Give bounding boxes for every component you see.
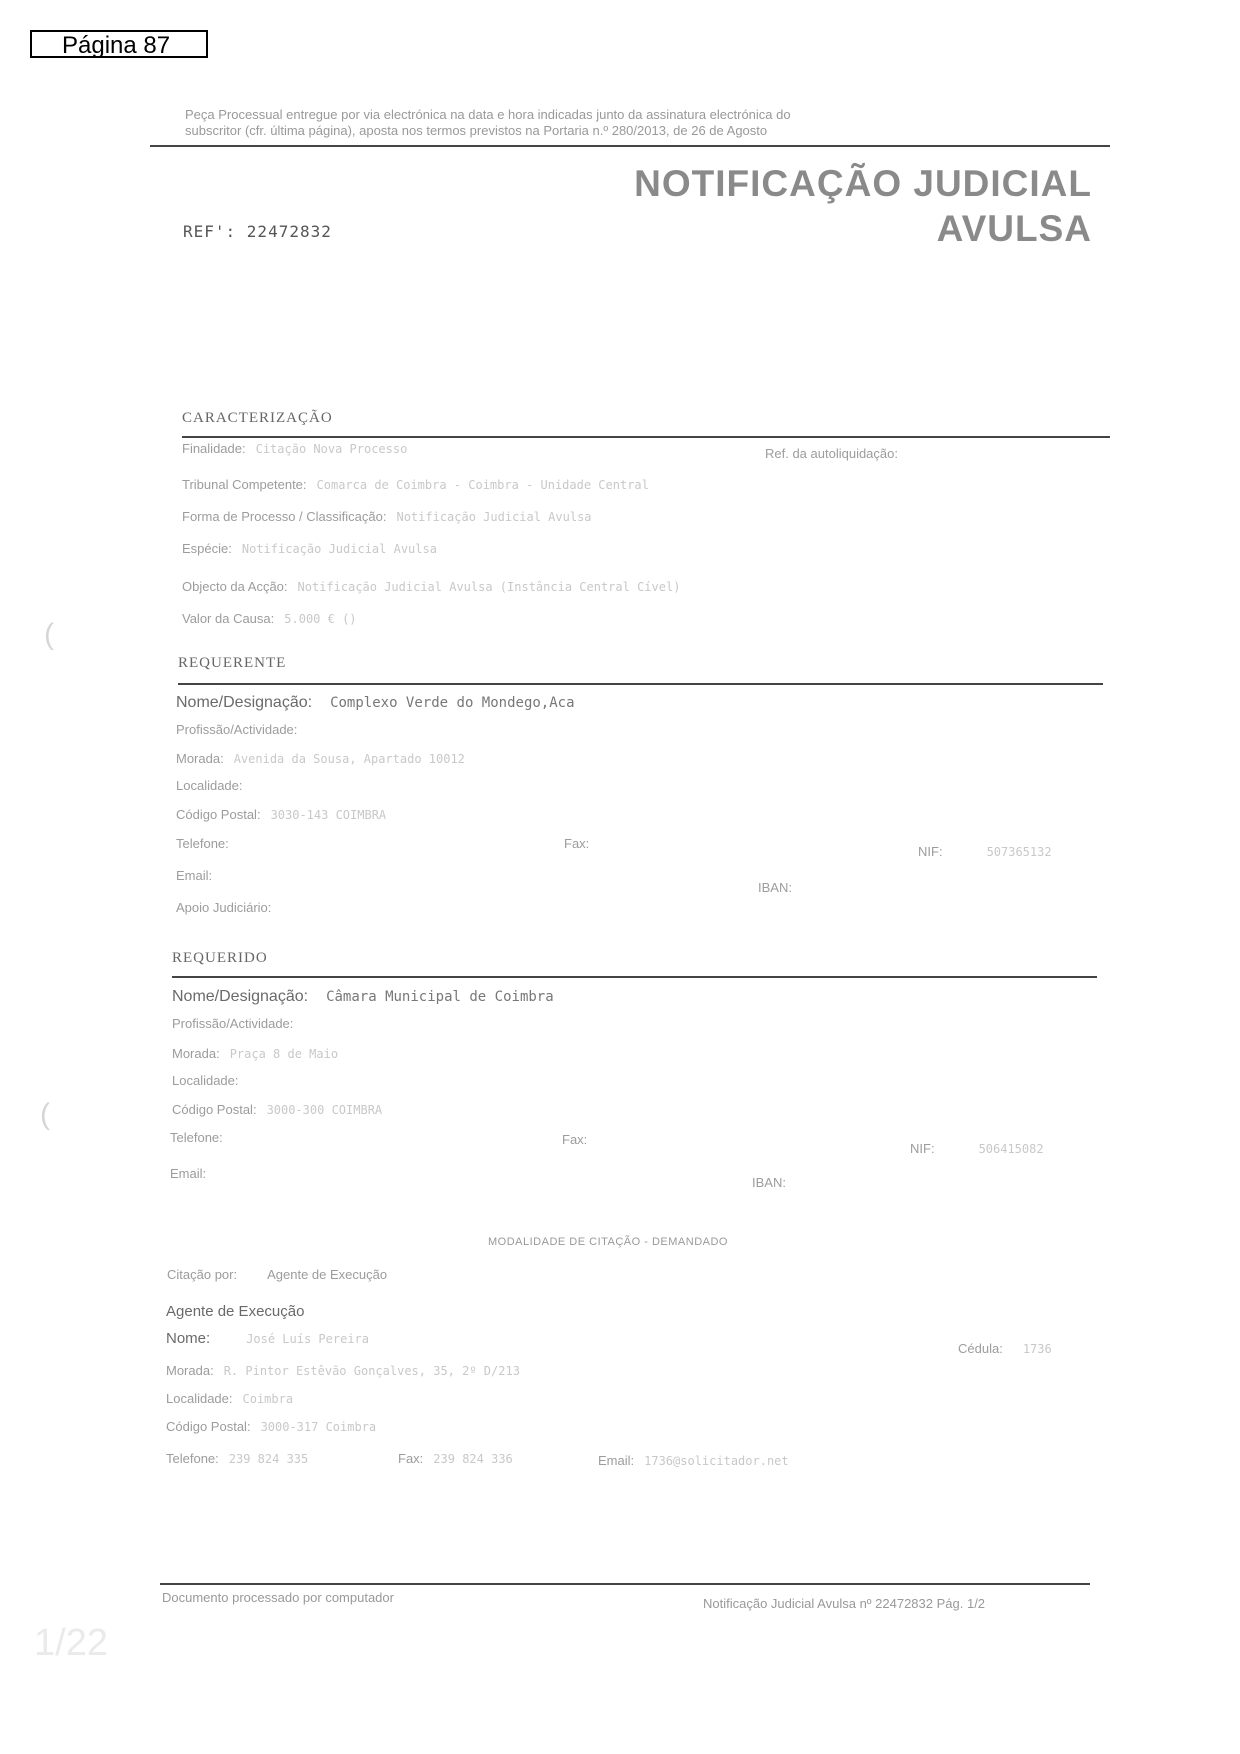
footer-left-text: Documento processado por computador <box>162 1590 394 1605</box>
citacao-por-row <box>167 1266 387 1284</box>
valor-causa-label: Valor da Causa: <box>182 611 275 626</box>
agente-morada-value: R. Pintor Estêvão Gonçalves, 35, 2º D/213 <box>223 1364 520 1378</box>
agente-execucao-heading: Agente de Execução <box>166 1303 305 1320</box>
modalidade-citacao-heading: MODALIDADE DE CITAÇÃO - DEMANDADO <box>488 1236 728 1248</box>
agente-codigo-postal-label: Código Postal: <box>166 1419 251 1434</box>
objecto-accao-value: Notificação Judicial Avulsa (Instância Central Cível) <box>297 580 681 594</box>
footer-right-text: Notificação Judicial Avulsa nº 22472832 Pág. 1/2 <box>703 1596 986 1611</box>
tribunal-row <box>182 476 649 494</box>
requerente-codigo-postal-row <box>176 806 386 824</box>
section-heading-requerido: REQUERIDO <box>172 950 268 966</box>
valor-causa-row <box>182 610 357 628</box>
valor-causa-value: 5.000 € () <box>284 612 357 626</box>
citacao-por-label: Citação por: <box>167 1267 238 1282</box>
agente-localidade-label: Localidade: <box>166 1391 233 1406</box>
requerido-nome-row <box>172 988 554 1006</box>
punch-hole-mark: ( <box>40 1098 50 1131</box>
agente-fax-row <box>398 1450 513 1468</box>
finalidade-label: Finalidade: <box>182 441 246 456</box>
forma-processo-row <box>182 508 592 526</box>
requerente-localidade-label: Localidade: <box>176 778 243 793</box>
requerido-nif-value: 506415082 <box>978 1142 1044 1156</box>
document-title-line-2: AVULSA <box>936 208 1092 249</box>
citacao-por-value: Agente de Execução <box>267 1267 388 1282</box>
requerido-profissao-label: Profissão/Actividade: <box>172 1016 294 1031</box>
agente-codigo-postal-row <box>166 1418 376 1436</box>
requerido-morada-value: Praça 8 de Maio <box>229 1047 339 1061</box>
requerido-nome-value: Câmara Municipal de Coimbra <box>326 989 554 1005</box>
agente-email-row <box>598 1452 789 1470</box>
agente-nome-row <box>166 1330 369 1348</box>
requerido-email-label: Email: <box>170 1166 207 1181</box>
forma-processo-label: Forma de Processo / Classificação: <box>182 509 387 524</box>
requerente-apoio-judiciario-label: Apoio Judiciário: <box>176 900 272 915</box>
agente-fax-value: 239 824 336 <box>433 1452 513 1466</box>
requerente-iban-label: IBAN: <box>758 880 792 895</box>
section-rule-requerente <box>178 683 1103 685</box>
requerente-nome-value: Complexo Verde do Mondego,Aca <box>330 695 575 711</box>
punch-hole-mark: ( <box>44 618 54 651</box>
requerente-codigo-postal-value: 3030-143 COIMBRA <box>270 808 387 822</box>
document-title-line-1: NOTIFICAÇÃO JUDICIAL <box>634 163 1092 204</box>
section-rule-caracterizacao <box>182 436 1110 438</box>
especie-row <box>182 540 437 558</box>
requerente-email-label: Email: <box>176 868 213 883</box>
requerente-morada-row <box>176 750 465 768</box>
requerido-codigo-postal-value: 3000-300 COIMBRA <box>266 1103 383 1117</box>
especie-label: Espécie: <box>182 541 232 556</box>
agente-morada-row <box>166 1362 520 1380</box>
requerente-morada-label: Morada: <box>176 751 224 766</box>
footer-rule <box>160 1583 1090 1585</box>
agente-nome-label: Nome: <box>166 1330 211 1347</box>
requerente-nome-label: Nome/Designação: <box>176 694 313 711</box>
header-line-1: Peça Processual entregue por via electrónica na data e hora indicadas junto da assinatura electrónica do <box>185 107 791 122</box>
requerido-codigo-postal-row <box>172 1101 382 1119</box>
requerido-morada-label: Morada: <box>172 1046 220 1061</box>
requerente-nome-row <box>176 694 575 712</box>
page-number-label: Página 87 <box>30 30 208 58</box>
requerido-localidade-label: Localidade: <box>172 1073 239 1088</box>
header-line-2: subscritor (cfr. última página), aposta nos termos previstos na Portaria n.º 280/2013, de 26 de Agosto <box>185 123 768 138</box>
tribunal-value: Comarca de Coimbra - Coimbra - Unidade Central <box>316 478 649 492</box>
reference-number: REF': 22472832 <box>183 222 332 241</box>
agente-cedula-label: Cédula: <box>958 1341 1003 1356</box>
finalidade-value: Citação Nova Processo <box>255 442 408 456</box>
agente-cedula-value: 1736 <box>1022 1342 1052 1356</box>
requerente-fax-label: Fax: <box>564 836 590 851</box>
requerido-codigo-postal-label: Código Postal: <box>172 1102 257 1117</box>
requerente-codigo-postal-label: Código Postal: <box>176 807 261 822</box>
objecto-accao-label: Objecto da Acção: <box>182 579 288 594</box>
agente-telefone-row <box>166 1450 308 1468</box>
tribunal-label: Tribunal Competente: <box>182 477 307 492</box>
requerido-nome-label: Nome/Designação: <box>172 988 309 1005</box>
requerente-profissao-label: Profissão/Actividade: <box>176 722 298 737</box>
agente-morada-label: Morada: <box>166 1363 214 1378</box>
especie-value: Notificação Judicial Avulsa <box>241 542 437 556</box>
agente-telefone-value: 239 824 335 <box>228 1452 309 1466</box>
requerido-iban-label: IBAN: <box>752 1175 786 1190</box>
agente-codigo-postal-value: 3000-317 Coimbra <box>260 1420 377 1434</box>
requerente-morada-value: Avenida da Sousa, Apartado 10012 <box>233 752 465 766</box>
section-heading-caracterizacao: CARACTERIZAÇÃO <box>182 410 333 426</box>
agente-localidade-row <box>166 1390 293 1408</box>
requerente-telefone-label: Telefone: <box>176 836 229 851</box>
requerido-telefone-label: Telefone: <box>170 1130 223 1145</box>
requerido-morada-row <box>172 1045 338 1063</box>
agente-email-value: 1736@solicitador.net <box>644 1454 789 1468</box>
requerente-nif-row <box>918 843 1052 861</box>
objecto-accao-row <box>182 578 680 596</box>
agente-telefone-label: Telefone: <box>166 1451 219 1466</box>
requerente-nif-label: NIF: <box>918 844 943 859</box>
agente-cedula-row <box>958 1340 1052 1358</box>
agente-email-label: Email: <box>598 1453 635 1468</box>
header-rule <box>150 145 1110 147</box>
requerido-fax-label: Fax: <box>562 1132 588 1147</box>
section-heading-requerente: REQUERENTE <box>178 655 287 671</box>
agente-localidade-value: Coimbra <box>242 1392 294 1406</box>
finalidade-row <box>182 440 407 458</box>
requerente-nif-value: 507365132 <box>986 845 1052 859</box>
section-rule-requerido <box>172 976 1097 978</box>
requerido-nif-row <box>910 1140 1044 1158</box>
requerido-nif-label: NIF: <box>910 1141 935 1156</box>
faint-page-watermark: 1/22 <box>34 1622 108 1664</box>
agente-nome-value: José Luís Pereira <box>246 1332 370 1346</box>
forma-processo-value: Notificação Judicial Avulsa <box>396 510 592 524</box>
agente-fax-label: Fax: <box>398 1451 424 1466</box>
ref-autoliquidacao-label: Ref. da autoliquidação: <box>765 446 898 461</box>
